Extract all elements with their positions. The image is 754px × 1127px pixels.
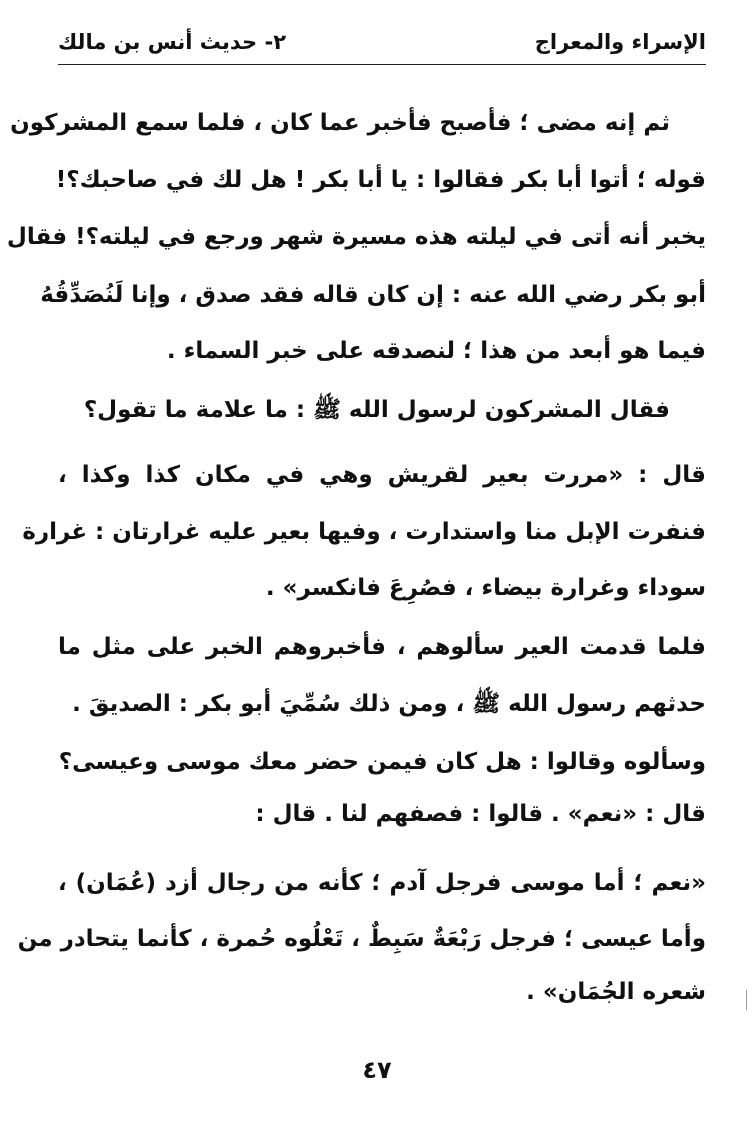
book-title: الإسراء والمعراج [534,30,706,54]
chapter-title: ٢- حديث أنس بن مالك [58,30,287,54]
text-line: فنفرت الإبل منا واستدارت ، وفيها بعير عليه غرارتان : غرارة [22,519,706,545]
text-line: يخبر أنه أتى في ليلته هذه مسيرة شهر ورجع في ليلته؟! فقال [6,224,706,250]
text-line: قال : «نعم» . قالوا : فصفهم لنا . قال : [255,801,706,827]
text-line: وأما عيسى ؛ فرجل رَبْعَةٌ سَبِطٌ ، تَعْلُوه حُمرة ، كأنما يتحادر من [17,926,706,952]
text-line: ثم إنه مضى ؛ فأصبح فأخبر عما كان ، فلما سمع المشركون [10,110,670,136]
page-number: ٤٧ [362,1056,392,1084]
header-divider [58,64,706,65]
text-line: حدثهم رسول الله ﷺ ، ومن ذلك سُمِّيَ أبو بكر : الصديقَ . [72,691,706,717]
text-line: «نعم ؛ أما موسى فرجل آدم ؛ كأنه من رجال أزد (عُمَان) ، [58,870,706,896]
text-line: سوداء وغرارة بيضاء ، فصُرِعَ فانكسر» . [265,575,706,601]
text-line: قال : «مررت بعير لقريش وهي في مكان كذا وكذا ، [58,462,706,488]
text-line: فلما قدمت العير سألوهم ، فأخبروهم الخبر على مثل ما [58,634,706,660]
text-line: وسألوه وقالوا : هل كان فيمن حضر معك موسى وعيسى؟ [58,749,706,775]
scan-edge-mark [746,990,747,1010]
text-line: فقال المشركون لرسول الله ﷺ : ما علامة ما تقول؟ [83,397,670,423]
text-line: أبو بكر رضي الله عنه : إن كان قاله فقد صدق ، وإنا لَنُصَدِّقُهُ [40,282,706,308]
text-line: قوله ؛ أتوا أبا بكر فقالوا : يا أبا بكر ! هل لك في صاحبك؟! [55,167,706,193]
text-line: شعره الجُمَان» . [526,979,706,1005]
text-line: فيما هو أبعد من هذا ؛ لنصدقه على خبر السماء . [166,338,706,364]
running-header [58,26,706,62]
